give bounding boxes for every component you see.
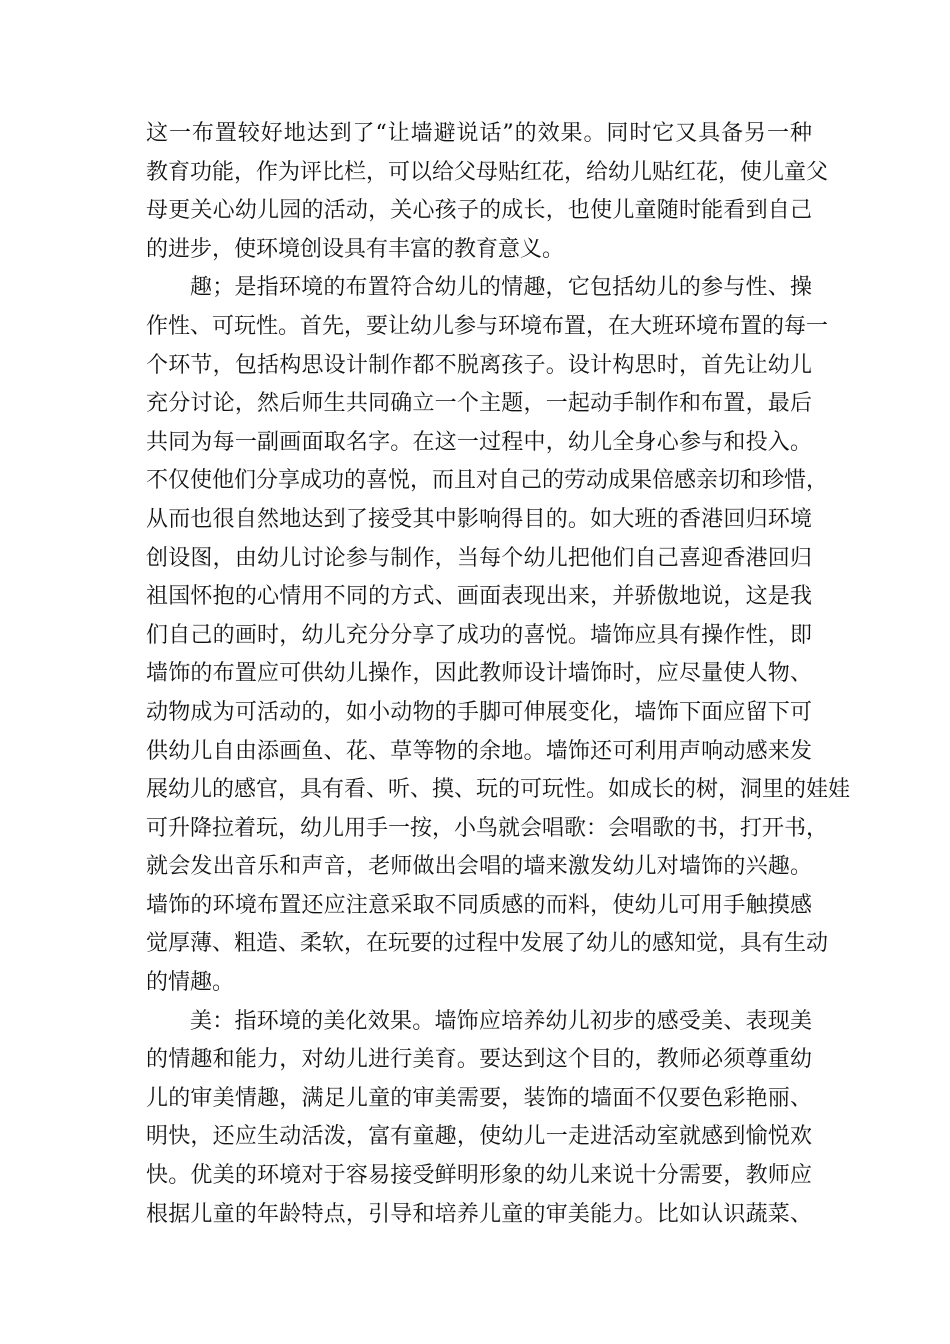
text-line: 根据儿童的年龄特点，引导和培养儿童的审美能力。比如认识蔬菜、 xyxy=(146,1201,812,1227)
text-line: 充分讨论，然后师生共同确立一个主题，一起动手制作和布置，最后 xyxy=(146,391,812,417)
text-line: 动物成为可活动的，如小动物的手脚可伸展变化，墙饰下面应留下可 xyxy=(146,699,812,725)
text-line: 儿的审美情趣，满足儿童的审美需要，装饰的墙面不仅要色彩艳丽、 xyxy=(146,1085,812,1111)
text-line: 展幼儿的感官，具有看、听、摸、玩的可玩性。如成长的树，洞里的娃娃 xyxy=(146,777,851,803)
text-line: 个环节，包括构思设计制作都不脱离孩子。设计构思时，首先让幼儿 xyxy=(146,352,812,378)
text-line: 的情趣和能力，对幼儿进行美育。要达到这个目的，教师必须尊重幼 xyxy=(146,1047,812,1073)
text-line: 快。优美的环境对于容易接受鲜明形象的幼儿来说十分需要，教师应 xyxy=(146,1163,812,1189)
text-line: 不仅使他们分享成功的喜悦，而且对自己的劳动成果倍感亲切和珍惜， xyxy=(146,468,829,494)
text-line: 们自己的画时，幼儿充分分享了成功的喜悦。墙饰应具有操作性，即 xyxy=(146,622,812,648)
text-line: 美：指环境的美化效果。墙饰应培养幼儿初步的感受美、表现美 xyxy=(190,1008,812,1034)
text-line: 墙饰的布置应可供幼儿操作，因此教师设计墙饰时，应尽量使人物、 xyxy=(146,661,812,687)
paragraph-interest xyxy=(146,269,851,1002)
text-line: 作性、可玩性。首先，要让幼儿参与环境布置，在大班环境布置的每一 xyxy=(146,313,829,339)
text-line: 祖国怀抱的心情用不同的方式、画面表现出来，并骄傲地说，这是我 xyxy=(146,584,812,610)
text-line: 创设图，由幼儿讨论参与制作，当每个幼儿把他们自己喜迎香港回归 xyxy=(146,545,812,571)
text-line: 的情趣。 xyxy=(146,970,235,996)
text-line: 可升降拉着玩，幼儿用手一按，小鸟就会唱歌：会唱歌的书，打开书， xyxy=(146,815,829,841)
text-line: 的进步，使环境创设具有丰富的教育意义。 xyxy=(146,236,565,262)
text-line: 明快，还应生动活泼，富有童趣，使幼儿一走进活动室就感到愉悦欢 xyxy=(146,1124,812,1150)
text-line: 供幼儿自由添画鱼、花、草等物的余地。墙饰还可利用声响动感来发 xyxy=(146,738,812,764)
text-line: 这一布置较好地达到了“让墙避说话”的效果。同时它又具备另一种 xyxy=(146,121,812,146)
paragraph-wall-display xyxy=(146,115,829,269)
body-text xyxy=(146,115,851,1234)
paragraph-beauty xyxy=(146,1003,812,1235)
text-line: 从而也很自然地达到了接受其中影响得目的。如大班的香港回归环境 xyxy=(146,506,812,532)
text-line: 墙饰的环境布置还应注意采取不同质感的而料，使幼儿可用手触摸感 xyxy=(146,892,812,918)
text-line: 觉厚薄、粗造、柔软，在玩要的过程中发展了幼儿的感知觉，具有生动 xyxy=(146,931,829,957)
text-line: 母更关心幼儿园的活动，关心孩子的成长，也使儿童随时能看到自己 xyxy=(146,198,812,224)
text-line: 就会发出音乐和声音，老师做出会唱的墙来激发幼儿对墙饰的兴趣。 xyxy=(146,854,812,880)
text-line: 共同为每一副画面取名字。在这一过程中，幼儿全身心参与和投入。 xyxy=(146,429,812,455)
text-line: 趣；是指环境的布置符合幼儿的情趣，它包括幼儿的参与性、操 xyxy=(190,275,812,301)
text-line: 教育功能，作为评比栏，可以给父母贴红花，给幼儿贴红花，使儿童父 xyxy=(146,159,829,185)
